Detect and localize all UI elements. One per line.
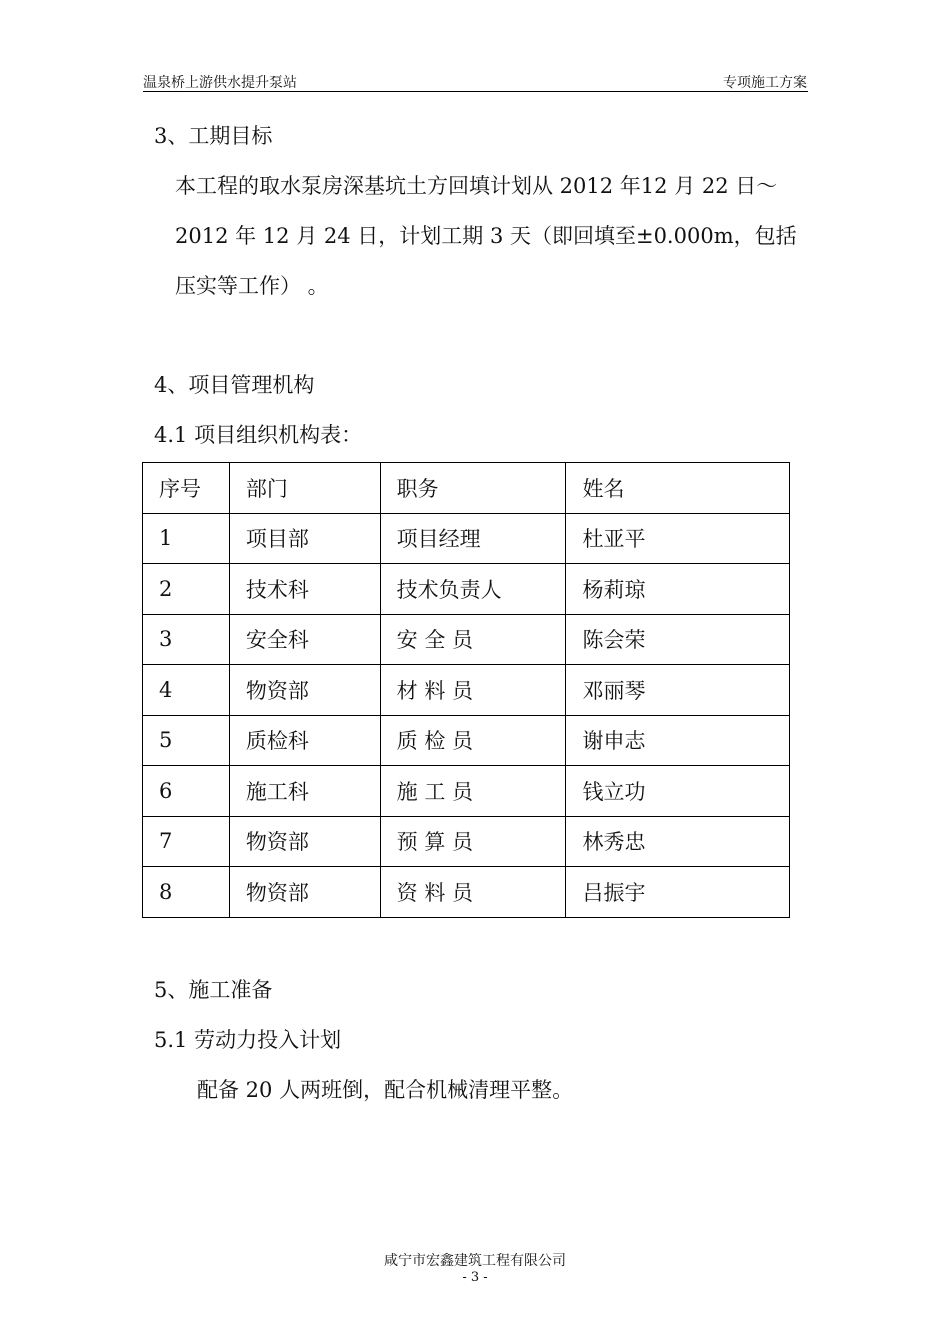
table-row [143, 816, 790, 867]
cell-position: 材 料 员 [380, 665, 566, 716]
cell-name: 陈会荣 [566, 614, 790, 665]
org-structure-table [142, 462, 790, 918]
section-5-subtitle: 5.1 劳动力投入计划 [154, 1028, 342, 1052]
header-cell-name: 姓名 [566, 463, 790, 514]
table-row [143, 564, 790, 615]
cell-name: 吕振宇 [566, 867, 790, 918]
section-4-title: 4、项目管理机构 [154, 373, 315, 397]
cell-position: 技术负责人 [380, 564, 566, 615]
cell-number: 7 [143, 816, 230, 867]
cell-name: 林秀忠 [566, 816, 790, 867]
page-number: - 3 - [462, 1270, 488, 1285]
cell-department: 物资部 [229, 665, 380, 716]
section-3-line-1: 本工程的取水泵房深基坑土方回填计划从 2012 年12 月 22 日～ [175, 174, 778, 198]
section-3-line-2: 2012 年 12 月 24 日，计划工期 3 天（即回填至±0.000m，包括 [175, 224, 797, 248]
table-row [143, 766, 790, 817]
header-right-title: 专项施工方案 [723, 75, 807, 91]
table-header-row [143, 463, 790, 514]
cell-number: 8 [143, 867, 230, 918]
cell-position: 项目经理 [380, 513, 566, 564]
cell-department: 施工科 [229, 766, 380, 817]
cell-name: 钱立功 [566, 766, 790, 817]
section-5-title: 5、施工准备 [154, 978, 273, 1002]
section-4-subtitle: 4.1 项目组织机构表： [154, 423, 363, 447]
cell-number: 2 [143, 564, 230, 615]
cell-name: 杜亚平 [566, 513, 790, 564]
table-row [143, 867, 790, 918]
table-row [143, 665, 790, 716]
cell-department: 物资部 [229, 867, 380, 918]
cell-position: 施 工 员 [380, 766, 566, 817]
cell-department: 技术科 [229, 564, 380, 615]
header-cell-department: 部门 [229, 463, 380, 514]
cell-number: 3 [143, 614, 230, 665]
table-row [143, 715, 790, 766]
cell-position: 资 料 员 [380, 867, 566, 918]
cell-number: 4 [143, 665, 230, 716]
cell-position: 安 全 员 [380, 614, 566, 665]
section-3-line-3: 压实等工作） 。 [175, 274, 329, 298]
footer-company: 咸宁市宏鑫建筑工程有限公司 [384, 1253, 566, 1269]
cell-number: 1 [143, 513, 230, 564]
header-left-title: 温泉桥上游供水提升泵站 [143, 75, 297, 91]
cell-position: 质 检 员 [380, 715, 566, 766]
header-cell-number: 序号 [143, 463, 230, 514]
section-5-body: 配备 20 人两班倒，配合机械清理平整。 [197, 1078, 574, 1102]
header-cell-position: 职务 [380, 463, 566, 514]
section-3-title: 3、工期目标 [154, 124, 273, 148]
cell-position: 预 算 员 [380, 816, 566, 867]
cell-department: 质检科 [229, 715, 380, 766]
header-divider [143, 91, 808, 92]
table-row [143, 614, 790, 665]
table-row [143, 513, 790, 564]
cell-name: 谢申志 [566, 715, 790, 766]
cell-name: 邓丽琴 [566, 665, 790, 716]
cell-department: 安全科 [229, 614, 380, 665]
cell-name: 杨莉琼 [566, 564, 790, 615]
cell-number: 5 [143, 715, 230, 766]
cell-department: 物资部 [229, 816, 380, 867]
cell-department: 项目部 [229, 513, 380, 564]
cell-number: 6 [143, 766, 230, 817]
